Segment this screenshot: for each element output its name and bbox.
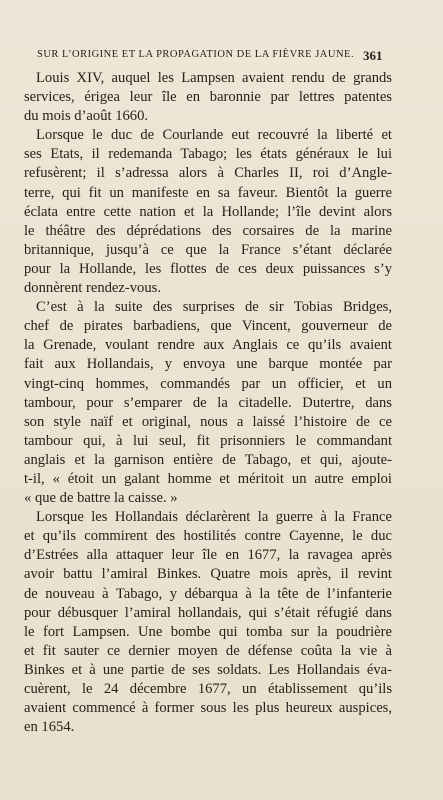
text-line: t-il, « étoit un galant homme et méritoit un autre emploi (24, 470, 392, 487)
text-line: Louis XIV, auquel les Lampsen avaient rendu de grands (36, 70, 392, 86)
text-line: C’est à la suite des surprises de sir Tobias Bridges, (36, 299, 392, 316)
text-line: pour la Hollande, les flottes de ces deux puissances s’y (24, 260, 392, 277)
paragraph (24, 508, 392, 737)
page-header (0, 49, 443, 67)
paragraph (24, 126, 392, 298)
text-line: du mois d’août 1660. (24, 108, 149, 125)
text-line: services, érigea leur île en baronnie par lettres patentes (24, 89, 392, 106)
text-line: anglais et la garnison entière de Tabago, et qui, ajoute- (24, 451, 392, 468)
text-line: britannique, jusqu’à ce que la France s’étant déclarée (24, 241, 392, 258)
text-line: la Grenade, voulant rendre aux Anglais ce qu’ils avaient (24, 337, 392, 354)
text-line: terre, qui fit un manifeste en sa faveur. Bientôt la guerre (24, 184, 392, 201)
text-line: cuèrent, le 24 décembre 1677, un établissement qu’ils (24, 681, 392, 697)
text-line: Binkes et à une partie de ses soldats. Les Hollandais éva- (24, 661, 392, 678)
text-line: vingt-cinq hommes, commandés par un officier, et un (24, 375, 392, 392)
text-line: « que de battre la caisse. » (24, 490, 178, 507)
text-line: avoir battu l’amiral Binkes. Quatre mois après, il revint (24, 566, 392, 583)
text-line: Lorsque les Hollandais déclarèrent la guerre à la France (36, 509, 392, 526)
text-line: refusèrent; il s’adressa alors à Charles II, roi d’Angle- (24, 165, 392, 182)
text-line: tambour, pour s’emparer de la citadelle. Dutertre, dans (24, 394, 392, 411)
page-number: 361 (363, 48, 383, 63)
text-line: éclata entre cette nation et la Hollande; l’île devint alors (24, 203, 392, 220)
paragraph (24, 298, 392, 508)
text-line: avaient commencé à former sous les plus heureux auspices, (24, 700, 392, 717)
text-line: le théâtre des déprédations des corsaires de la marine (24, 222, 392, 239)
text-line: en 1654. (24, 719, 75, 736)
running-title: SUR L’ORIGINE ET LA PROPAGATION DE LA FIÈVRE JAUNE. (37, 49, 355, 60)
text-line: pour débusquer l’amiral hollandais, qui s’était réfugié dans (24, 604, 392, 621)
text-line: ses Etats, il redemanda Tabago; les états généraux le lui (24, 146, 392, 163)
text-line: de nouveau à Tabago, y débarqua à la tête de l’infanterie (24, 585, 392, 602)
body-text (24, 69, 392, 737)
text-line: tambour qui, à lui seul, fit prisonniers le commandant (24, 432, 392, 449)
text-line: chef de pirates barbadiens, que Vincent, gouverneur de (24, 318, 392, 335)
text-line: Lorsque le duc de Courlande eut recouvré la liberté et (36, 127, 392, 144)
text-line: et qu’ils commirent des hostilités contre Cayenne, le duc (24, 528, 392, 545)
text-line: d’Estrées alla attaquer leur île en 1677, la ravagea après (24, 547, 392, 564)
text-line: le fort Lampsen. Une bombe qui tomba sur la poudrière (24, 623, 392, 640)
text-line: fait aux Hollandais, y envoya une barque montée par (24, 356, 392, 373)
paragraph (24, 69, 392, 126)
text-line: donnèrent rendez-vous. (24, 280, 161, 297)
text-line: son style naïf et original, nous a laissé l’histoire de ce (24, 413, 392, 430)
text-line: et fit sauter ce dernier moyen de défense coûta la vie à (24, 642, 392, 659)
